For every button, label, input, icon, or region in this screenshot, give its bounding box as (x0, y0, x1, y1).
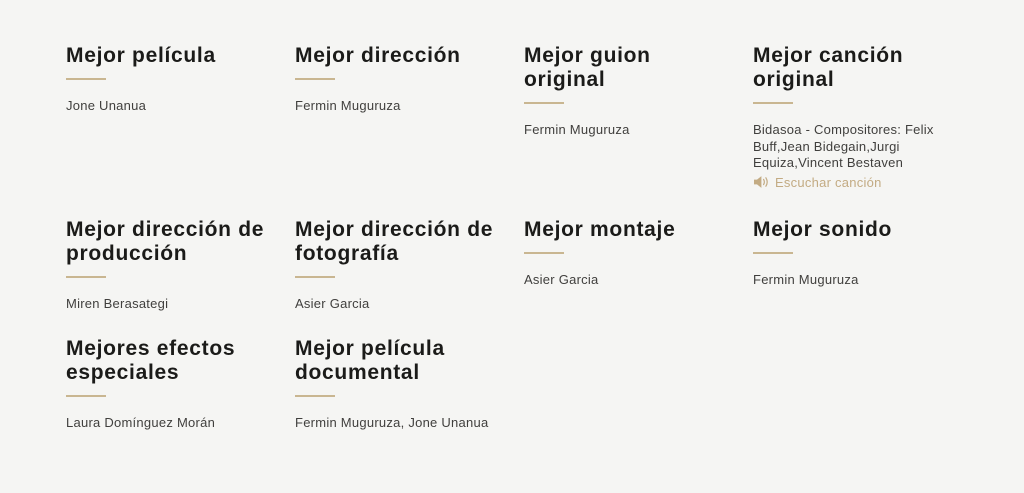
accent-underline (295, 395, 335, 397)
award-winner: Asier Garcia (524, 272, 599, 287)
accent-underline (524, 102, 564, 104)
accent-underline (753, 102, 793, 104)
accent-underline (295, 276, 335, 278)
award-category-title: Mejor dirección de fotografía (295, 218, 494, 265)
award-card-best-direction (295, 44, 500, 115)
award-winner: Fermin Muguruza (524, 122, 630, 137)
award-winner: Fermin Muguruza, Jone Unanua (295, 414, 489, 430)
award-winner: Fermin Muguruza (753, 272, 859, 287)
speaker-icon (753, 175, 769, 189)
award-winner: Laura Domínguez Morán (66, 414, 216, 430)
award-card-best-original-screenplay (524, 44, 729, 139)
award-category-title: Mejores efectos especiales (66, 336, 236, 384)
listen-song-label: Escuchar canción (775, 174, 882, 190)
award-category-title: Mejor canción original (753, 44, 904, 91)
award-category-title: Mejor dirección (295, 44, 461, 67)
award-category-title: Mejor guion original (524, 44, 651, 91)
accent-underline (66, 78, 106, 80)
award-card-best-special-effects (66, 337, 271, 432)
award-winner: Fermin Muguruza (295, 98, 401, 113)
award-category-title: Mejor dirección de producción (66, 218, 265, 265)
award-card-best-production-design (66, 218, 271, 313)
award-category-title: Mejor película documental (295, 336, 445, 384)
accent-underline (753, 252, 793, 254)
award-winner: Miren Berasategi (66, 296, 169, 311)
award-winner: Jone Unanua (66, 98, 147, 113)
award-card-best-cinematography (295, 218, 500, 313)
accent-underline (66, 395, 106, 397)
award-category-title: Mejor montaje (524, 218, 676, 241)
accent-underline (524, 252, 564, 254)
award-card-best-documentary (295, 337, 500, 432)
listen-song-link[interactable] (753, 175, 882, 190)
award-card-best-original-song (753, 44, 958, 194)
accent-underline (66, 276, 106, 278)
award-category-title: Mejor sonido (753, 218, 893, 241)
award-card-best-editing (524, 218, 729, 289)
award-card-best-sound (753, 218, 958, 289)
award-winner: Asier Garcia (295, 296, 370, 311)
accent-underline (295, 78, 335, 80)
award-winner: Bidasoa - Compositores: Felix Buff,Jean Bidegain,Jurgi Equiza,Vincent Bestaven (753, 122, 934, 170)
award-category-title: Mejor película (66, 44, 216, 67)
award-card-best-film (66, 44, 271, 115)
